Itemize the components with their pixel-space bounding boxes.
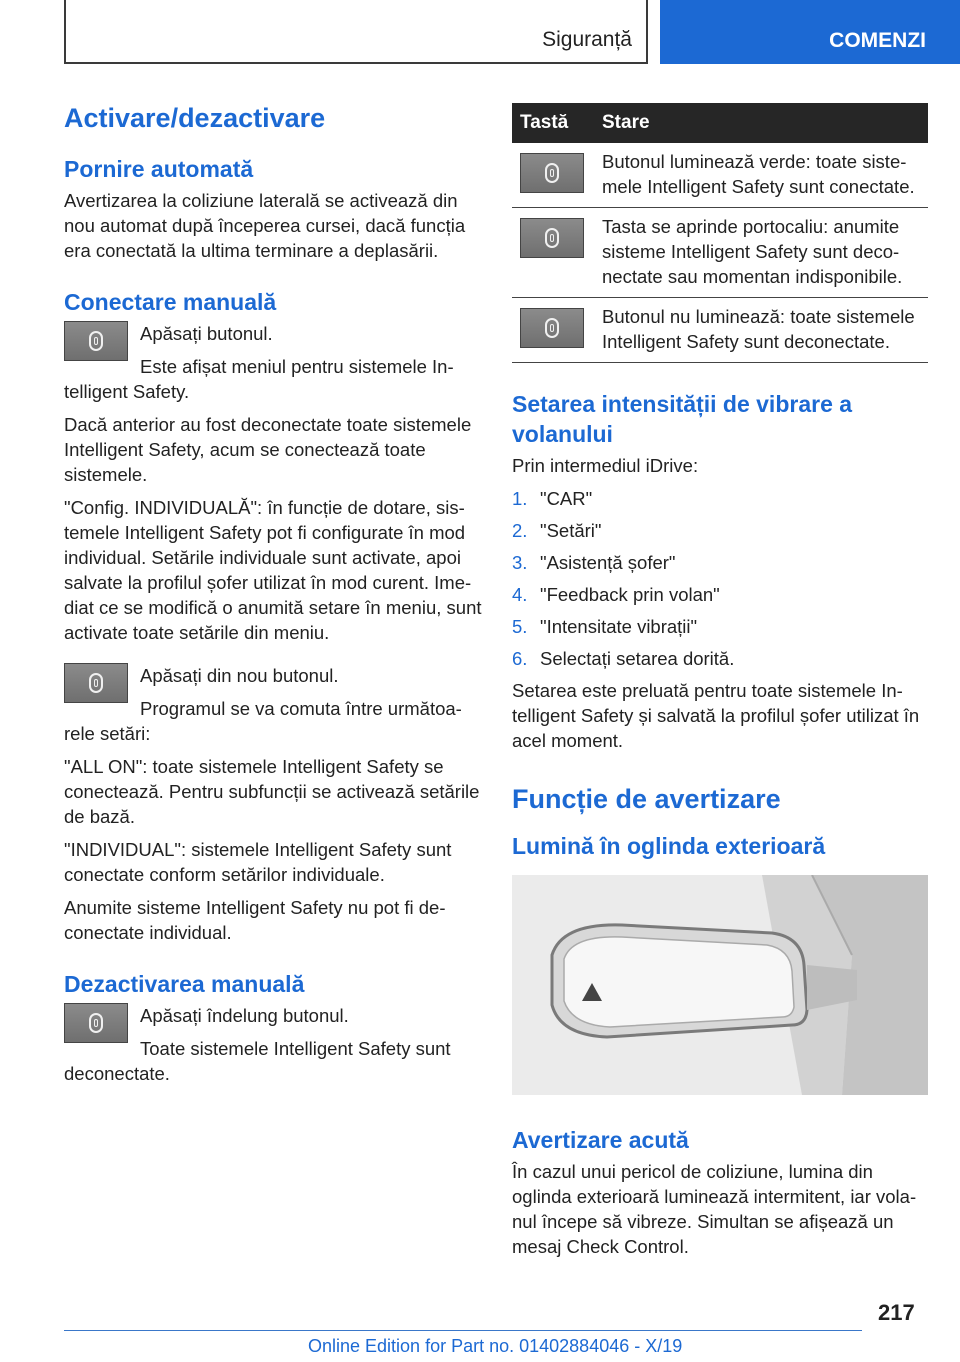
edition-text: Online Edition for Part no. 01402884046 - X/19 (308, 1336, 683, 1356)
page-number: 217 (878, 1300, 915, 1325)
off-result-text: Toate sistemele Intelligent Safety sunt deconectate. (64, 1038, 451, 1084)
press-long-row (64, 1003, 482, 1094)
press-again-row (64, 663, 482, 754)
header-chapter-tab (660, 0, 960, 64)
table-cell-status: Butonul nu luminează: toate sistemele Intelligent Safety sunt deconectate. (594, 298, 928, 363)
config-para: "Config. INDIVIDUALĂ": în funcție de dotare, sistemele Intelligent Safety pot fi configurate în mod individual. Setările individuale sunt activate, apoi salvate la profilul șofer utilizat în mod curent. Imediat ce se modifică o anumită setare în meniu, sunt activate toate setările din meniu. (64, 497, 482, 643)
table-cell-status: Tasta se aprinde portocaliu: anumite sisteme Intelligent Safety sunt deconectate sau momentan indisponibile. (594, 208, 928, 298)
vibration-intro: Prin intermediul iDrive: (512, 455, 699, 476)
side-mirror-icon (512, 875, 928, 1095)
button-off-icon (520, 308, 584, 348)
table-cell-status: Butonul luminează verde: toate sistemele Intelligent Safety sunt conectate. (594, 143, 928, 208)
chapter-label: COMENZI (829, 29, 926, 52)
list-item: 6. Selectați setarea dorită. (512, 648, 735, 669)
acute-heading: Avertizare acută (512, 1127, 689, 1153)
list-item: 1. "CAR" (512, 488, 593, 509)
acute-text: În cazul unui pericol de coliziune, lumina din oglinda exterioară luminează intermitent, iar volanul începe să vibreze. Simultan se afișează un mesaj Check Control. (512, 1161, 917, 1257)
status-table (512, 103, 928, 363)
table-header-status: Stare (594, 103, 928, 143)
individual-setting: "INDIVIDUAL": sistemele Intelligent Safety sunt conectate conform setărilor individuale. (64, 839, 452, 885)
vibration-heading: Setarea intensității de vibrare a volanului (512, 391, 853, 447)
menu-shown-text: Este afișat meniul pentru sistemele Intelligent Safety. (64, 356, 454, 402)
table-header-row (512, 103, 928, 143)
intelligent-safety-button-icon (64, 1003, 128, 1043)
manual-off-heading: Dezactivarea manuală (64, 971, 305, 997)
all-on-para: Dacă anterior au fost deconectate toate sistemele Intelligent Safety, acum se conectează toate sistemele. (64, 414, 472, 485)
table-header-key: Tastă (512, 103, 594, 143)
right-column (512, 103, 928, 1267)
press-long-text: Apăsați îndelung butonul. (140, 1005, 349, 1026)
warning-title: Funcție de avertizare (512, 784, 781, 814)
table-row (512, 298, 928, 363)
list-item: 3. "Asistență șofer" (512, 552, 676, 573)
button-green-icon (520, 153, 584, 193)
list-item: 5. "Intensitate vibrații" (512, 616, 698, 637)
auto-heading: Pornire automată (64, 156, 254, 182)
table-row (512, 143, 928, 208)
individual-note: Anumite sisteme Intelligent Safety nu pot fi deconectate individual. (64, 897, 446, 943)
all-on-setting: "ALL ON": toate sistemele Intelligent Safety se conectează. Pentru subfuncții se activează setările de bază. (64, 756, 480, 827)
list-item: 2. "Setări" (512, 520, 602, 541)
footer-divider (64, 1330, 862, 1331)
section-title: Activare/dezactivare (64, 103, 326, 133)
vibration-saved: Setarea este preluată pentru toate sistemele Intelligent Safety și salvată la profilul șofer utilizat în acel moment. (512, 680, 920, 751)
auto-text: Avertizarea la coliziune laterală se activează din nou automat după începerea cursei, dacă funcția era conectată la ultima terminare a deplasării. (64, 190, 466, 261)
left-column (64, 100, 482, 1094)
section-label: Siguranță (542, 28, 632, 51)
press-again-text: Apăsați din nou butonul. (140, 665, 339, 686)
vibration-steps (512, 486, 928, 671)
press-text: Apăsați butonul. (140, 323, 273, 344)
list-item: 4. "Feedback prin volan" (512, 584, 720, 605)
button-orange-icon (520, 218, 584, 258)
intelligent-safety-button-icon (64, 663, 128, 703)
press-button-row (64, 321, 482, 412)
header-section-tab (64, 0, 648, 64)
intelligent-safety-button-icon (64, 321, 128, 361)
table-row (512, 208, 928, 298)
mirror-illustration (512, 875, 928, 1095)
toggle-text: Programul se va comuta între următoarele setări: (64, 698, 462, 744)
mirror-heading: Lumină în oglinda exterioară (512, 833, 826, 859)
manual-on-heading: Conectare manuală (64, 289, 277, 315)
